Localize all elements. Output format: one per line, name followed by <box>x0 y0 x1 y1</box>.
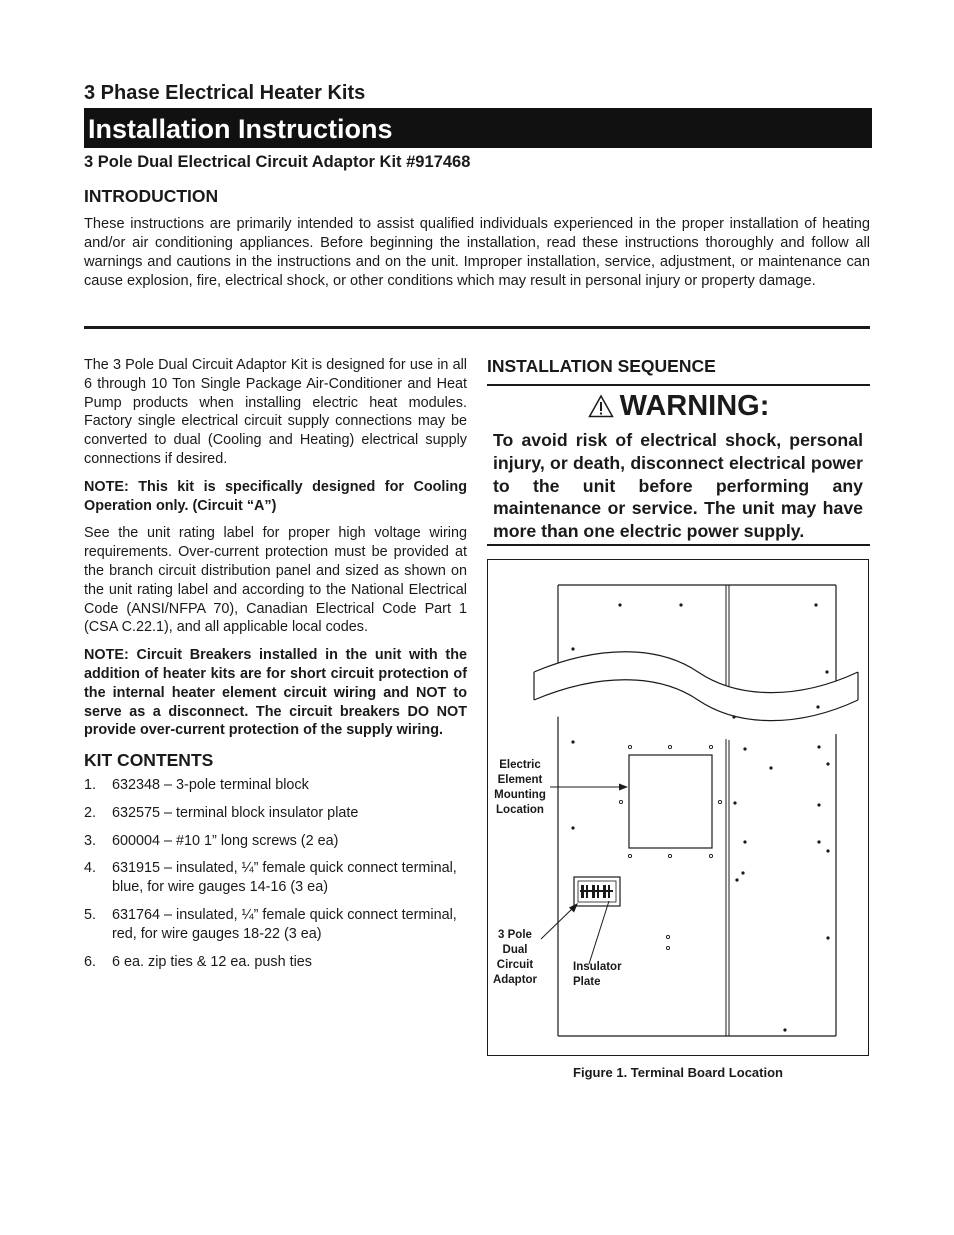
list-item <box>84 859 467 897</box>
warning-title <box>487 390 870 423</box>
list-item-number: 3. <box>84 832 97 849</box>
insulator-plate-label <box>573 960 622 990</box>
label-line: 3 Pole <box>498 929 532 941</box>
introduction-text: These instructions are primarily intended to assist qualified individuals experienced in the proper installation of heating and/or air conditioning appliances. Before beginning the installation, read these instructions thoroughly and follow all warnings and cautions in the instructions and on the unit. Improper installation, service, adjustment, or maintenance can cause explosion, fire, electrical shock, or other conditions which may result in personal injury or property damage. <box>84 216 870 289</box>
label-line: Adaptor <box>492 974 538 986</box>
electric-element-label <box>488 758 552 818</box>
warning-triangle-icon <box>588 394 614 418</box>
page-title-banner: Installation Instructions <box>84 108 872 148</box>
list-item-text: 631915 – insulated, ¼” female quick connect terminal, blue, for wire gauges 14-16 (3 ea) <box>112 860 457 896</box>
list-item-number: 6. <box>84 953 97 970</box>
list-item <box>84 776 467 795</box>
list-item-text: 600004 – #10 1” long screws (2 ea) <box>112 832 339 849</box>
introduction-heading: INTRODUCTION <box>84 186 219 206</box>
list-item <box>84 906 467 944</box>
list-item-number: 5. <box>84 906 97 923</box>
kit-description: The 3 Pole Dual Circuit Adaptor Kit is designed for use in all 6 through 10 Ton Single Package Air-Conditioner and Heat Pump products when installing electric heat modules. Factory single electrical circuit supply connections may be converted to dual (Cooling and Heating) electrical supply connections if desired. <box>84 357 467 467</box>
kit-contents-heading: KIT CONTENTS <box>84 750 214 771</box>
list-item-text: 631764 – insulated, ¼” female quick connect terminal, red, for wire gauges 18-22 (3 ea) <box>112 906 457 942</box>
terminal-board-figure <box>487 559 869 1056</box>
list-item <box>84 953 467 972</box>
adaptor-label <box>488 928 542 988</box>
wiring-requirements: See the unit rating label for proper high voltage wiring requirements. Over-current protection must be provided at the branch circuit distribution panel and sized as shown on the unit rating label and according to the National Electrical Code (ANSI/NFPA 70), Canadian Electrical Code Part 1 (CSA C.22.1), and all applicable local codes. <box>84 525 467 636</box>
section-divider <box>84 326 870 329</box>
list-item-text: 6 ea. zip ties & 12 ea. push ties <box>112 953 312 970</box>
warning-text: To avoid risk of electrical shock, personal injury, or death, disconnect electrical power to the unit before performing any maintenance or service. The unit may have more than one electric power supply. <box>493 430 863 542</box>
label-line: Insulator <box>573 961 622 973</box>
label-line: Mounting <box>494 789 546 801</box>
list-item-number: 2. <box>84 804 97 821</box>
warning-top-rule <box>487 384 870 386</box>
label-line: Plate <box>573 976 601 988</box>
label-line: Element <box>497 774 543 786</box>
list-item <box>84 804 467 823</box>
list-item-number: 1. <box>84 776 97 793</box>
label-line: Circuit <box>496 959 534 971</box>
list-item-text: 632348 – 3-pole terminal block <box>112 776 309 793</box>
figure-caption: Figure 1. Terminal Board Location <box>573 1065 783 1080</box>
label-line: Electric <box>499 759 541 771</box>
cooling-note: NOTE: This kit is specifically designed for Cooling Operation only. (Circuit “A”) <box>84 478 467 514</box>
installation-sequence-heading: INSTALLATION SEQUENCE <box>487 356 716 376</box>
kit-contents-list <box>84 776 467 971</box>
list-item-number: 4. <box>84 860 97 877</box>
kit-subtitle: 3 Pole Dual Electrical Circuit Adaptor Kit #917468 <box>84 153 471 171</box>
list-item-text: 632575 – terminal block insulator plate <box>112 804 359 821</box>
warning-bottom-rule <box>487 544 870 546</box>
kits-title: 3 Phase Electrical Heater Kits <box>84 82 366 104</box>
label-line: Location <box>496 804 544 816</box>
label-line: Dual <box>502 944 528 956</box>
circuit-breaker-note: NOTE: Circuit Breakers installed in the unit with the addition of heater kits are for short circuit protection of the internal heater element circuit wiring and NOT to serve as a disconnect. The circuit breakers DO NOT provide over-current protection of the supply wiring. <box>84 647 467 739</box>
list-item <box>84 832 467 851</box>
warning-label: WARNING: <box>619 390 770 422</box>
left-column <box>84 356 467 980</box>
